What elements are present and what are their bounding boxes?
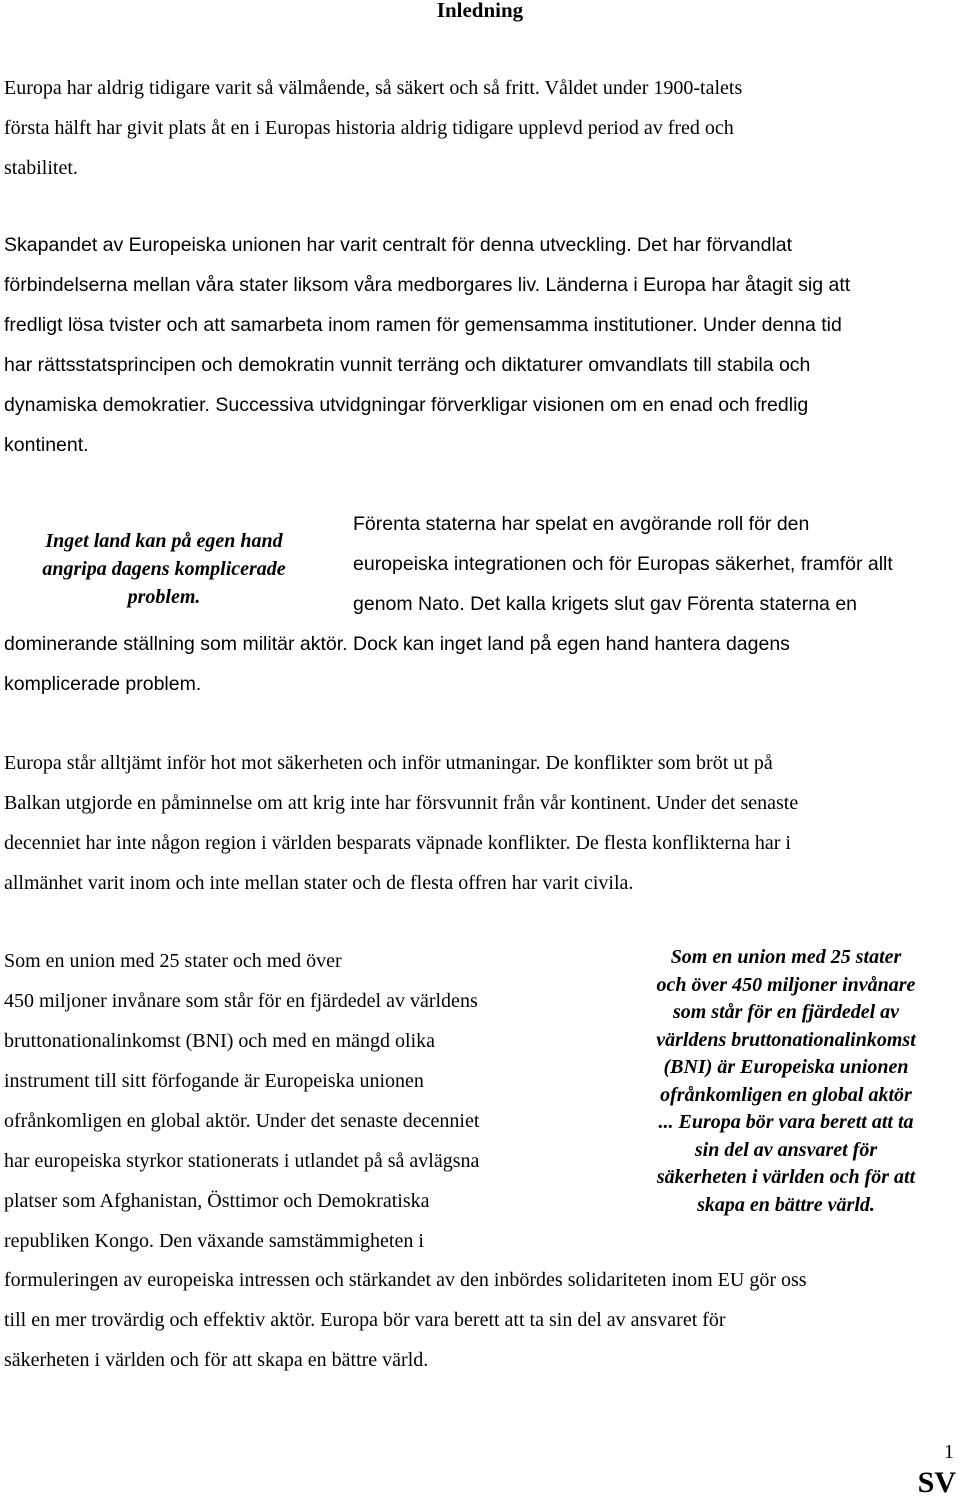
text-line: 450 miljoner invånare som står för en fjärdedel av världens — [4, 990, 478, 1012]
paragraph-global-actor-continued — [4, 1260, 960, 1380]
text-line: förbindelserna mellan våra stater liksom våra medborgares liv. Länderna i Europa har åtagit sig att — [4, 274, 851, 296]
text-line: Som en union med 25 stater och med över — [4, 950, 342, 972]
text-line: kontinent. — [4, 434, 89, 456]
text-line: fredligt lösa tvister och att samarbeta inom ramen för gemensamma institutioner. Under denna tid — [4, 314, 842, 336]
text-line: republiken Kongo. Den växande samstämmigheten i — [4, 1230, 424, 1252]
text-line: Europa har aldrig tidigare varit så välmående, så säkert och så fritt. Våldet under 1900-talets — [4, 77, 743, 99]
pull-quote-line: sin del av ansvaret för — [694, 1138, 878, 1161]
paragraph-threats — [4, 743, 960, 903]
text-line: till en mer trovärdig och effektiv aktör. Europa bör vara berett att ta sin del av ansvaret för — [4, 1309, 726, 1331]
pull-quote-line: Inget land kan på egen hand — [45, 530, 283, 552]
text-line: decenniet har inte någon region i världen besparats väpnade konflikter. De flesta konflikterna har i — [4, 832, 791, 854]
paragraph-intro — [4, 68, 960, 188]
pull-quote — [10, 527, 318, 611]
text-line: bruttonationalinkomst (BNI) och med en mängd olika — [4, 1030, 436, 1052]
text-line: har europeiska styrkor stationerats i utlandet på så avlägsna — [4, 1150, 480, 1172]
text-line: dominerande ställning som militär aktör. Dock kan inget land på egen hand hantera dagens — [4, 633, 790, 655]
pull-quote-line: ... Europa bör vara berett att ta — [658, 1111, 914, 1133]
text-line: säkerheten i världen och för att skapa en bättre värld. — [4, 1349, 429, 1371]
text-line: Europa står alltjämt inför hot mot säkerheten och inför utmaningar. De konflikter som bröt ut på — [4, 752, 773, 774]
text-line: dynamiska demokratier. Successiva utvidgningar förverkligar visionen om en enad och fredlig — [4, 394, 809, 416]
text-line: europeiska integrationen och för Europas säkerhet, framför allt — [353, 553, 893, 575]
page-number: 1 — [944, 1441, 954, 1463]
text-line: första hälft har givit plats åt en i Europas historia aldrig tidigare upplevd period av fred och — [4, 117, 734, 139]
pull-quote-line: (BNI) är Europeiska unionen — [663, 1056, 909, 1078]
pull-quote-line: ofrånkomligen en global aktör — [660, 1083, 912, 1106]
text-line: allmänhet varit inom och inte mellan stater och de flesta offren har varit civila. — [4, 872, 634, 894]
pull-quote — [608, 944, 960, 1219]
pull-quote-line: Som en union med 25 stater — [670, 946, 902, 968]
text-line: ofrånkomligen en global aktör. Under det senaste decenniet — [4, 1110, 480, 1132]
text-line: formuleringen av europeiska intressen och stärkandet av den inbördes solidariteten inom EU gör oss — [4, 1269, 807, 1291]
paragraph-global-actor — [4, 941, 604, 1261]
text-line: Förenta staterna har spelat en avgörande roll för den — [353, 513, 810, 535]
text-line: stabilitet. — [4, 157, 78, 179]
language-code: SV — [917, 1466, 956, 1499]
pull-quote-line: och över 450 miljoner invånare — [656, 973, 916, 996]
pull-quote-line: skapa en bättre värld. — [697, 1193, 875, 1216]
text-line: genom Nato. Det kalla krigets slut gav Förenta staterna en — [353, 593, 858, 615]
pull-quote-line: problem. — [127, 586, 201, 608]
text-line: Skapandet av Europeiska unionen har varit centralt för denna utveckling. Det har förvandlat — [4, 234, 793, 256]
pull-quote-line: världens bruttonationalinkomst — [656, 1028, 916, 1051]
text-line: platser som Afghanistan, Östtimor och Demokratiska — [4, 1190, 430, 1212]
text-line: Balkan utgjorde en påminnelse om att krig inte har försvunnit från vår kontinent. Under det senaste — [4, 792, 799, 814]
page-title: Inledning — [436, 0, 524, 22]
pull-quote-line: angripa dagens komplicerade — [42, 558, 286, 580]
text-line: komplicerade problem. — [4, 673, 202, 695]
pull-quote-line: säkerheten i världen och för att — [656, 1166, 916, 1188]
text-line: instrument till sitt förfogande är Europeiska unionen — [4, 1070, 424, 1092]
text-line: har rättsstatsprincipen och demokratin vunnit terräng och diktaturer omvandlats till stabila och — [4, 354, 811, 376]
paragraph-us-role-continued — [4, 624, 960, 704]
paragraph-us-role — [353, 504, 960, 624]
pull-quote-line: som står för en fjärdedel av — [672, 1001, 900, 1023]
paragraph-eu-creation — [4, 225, 960, 465]
